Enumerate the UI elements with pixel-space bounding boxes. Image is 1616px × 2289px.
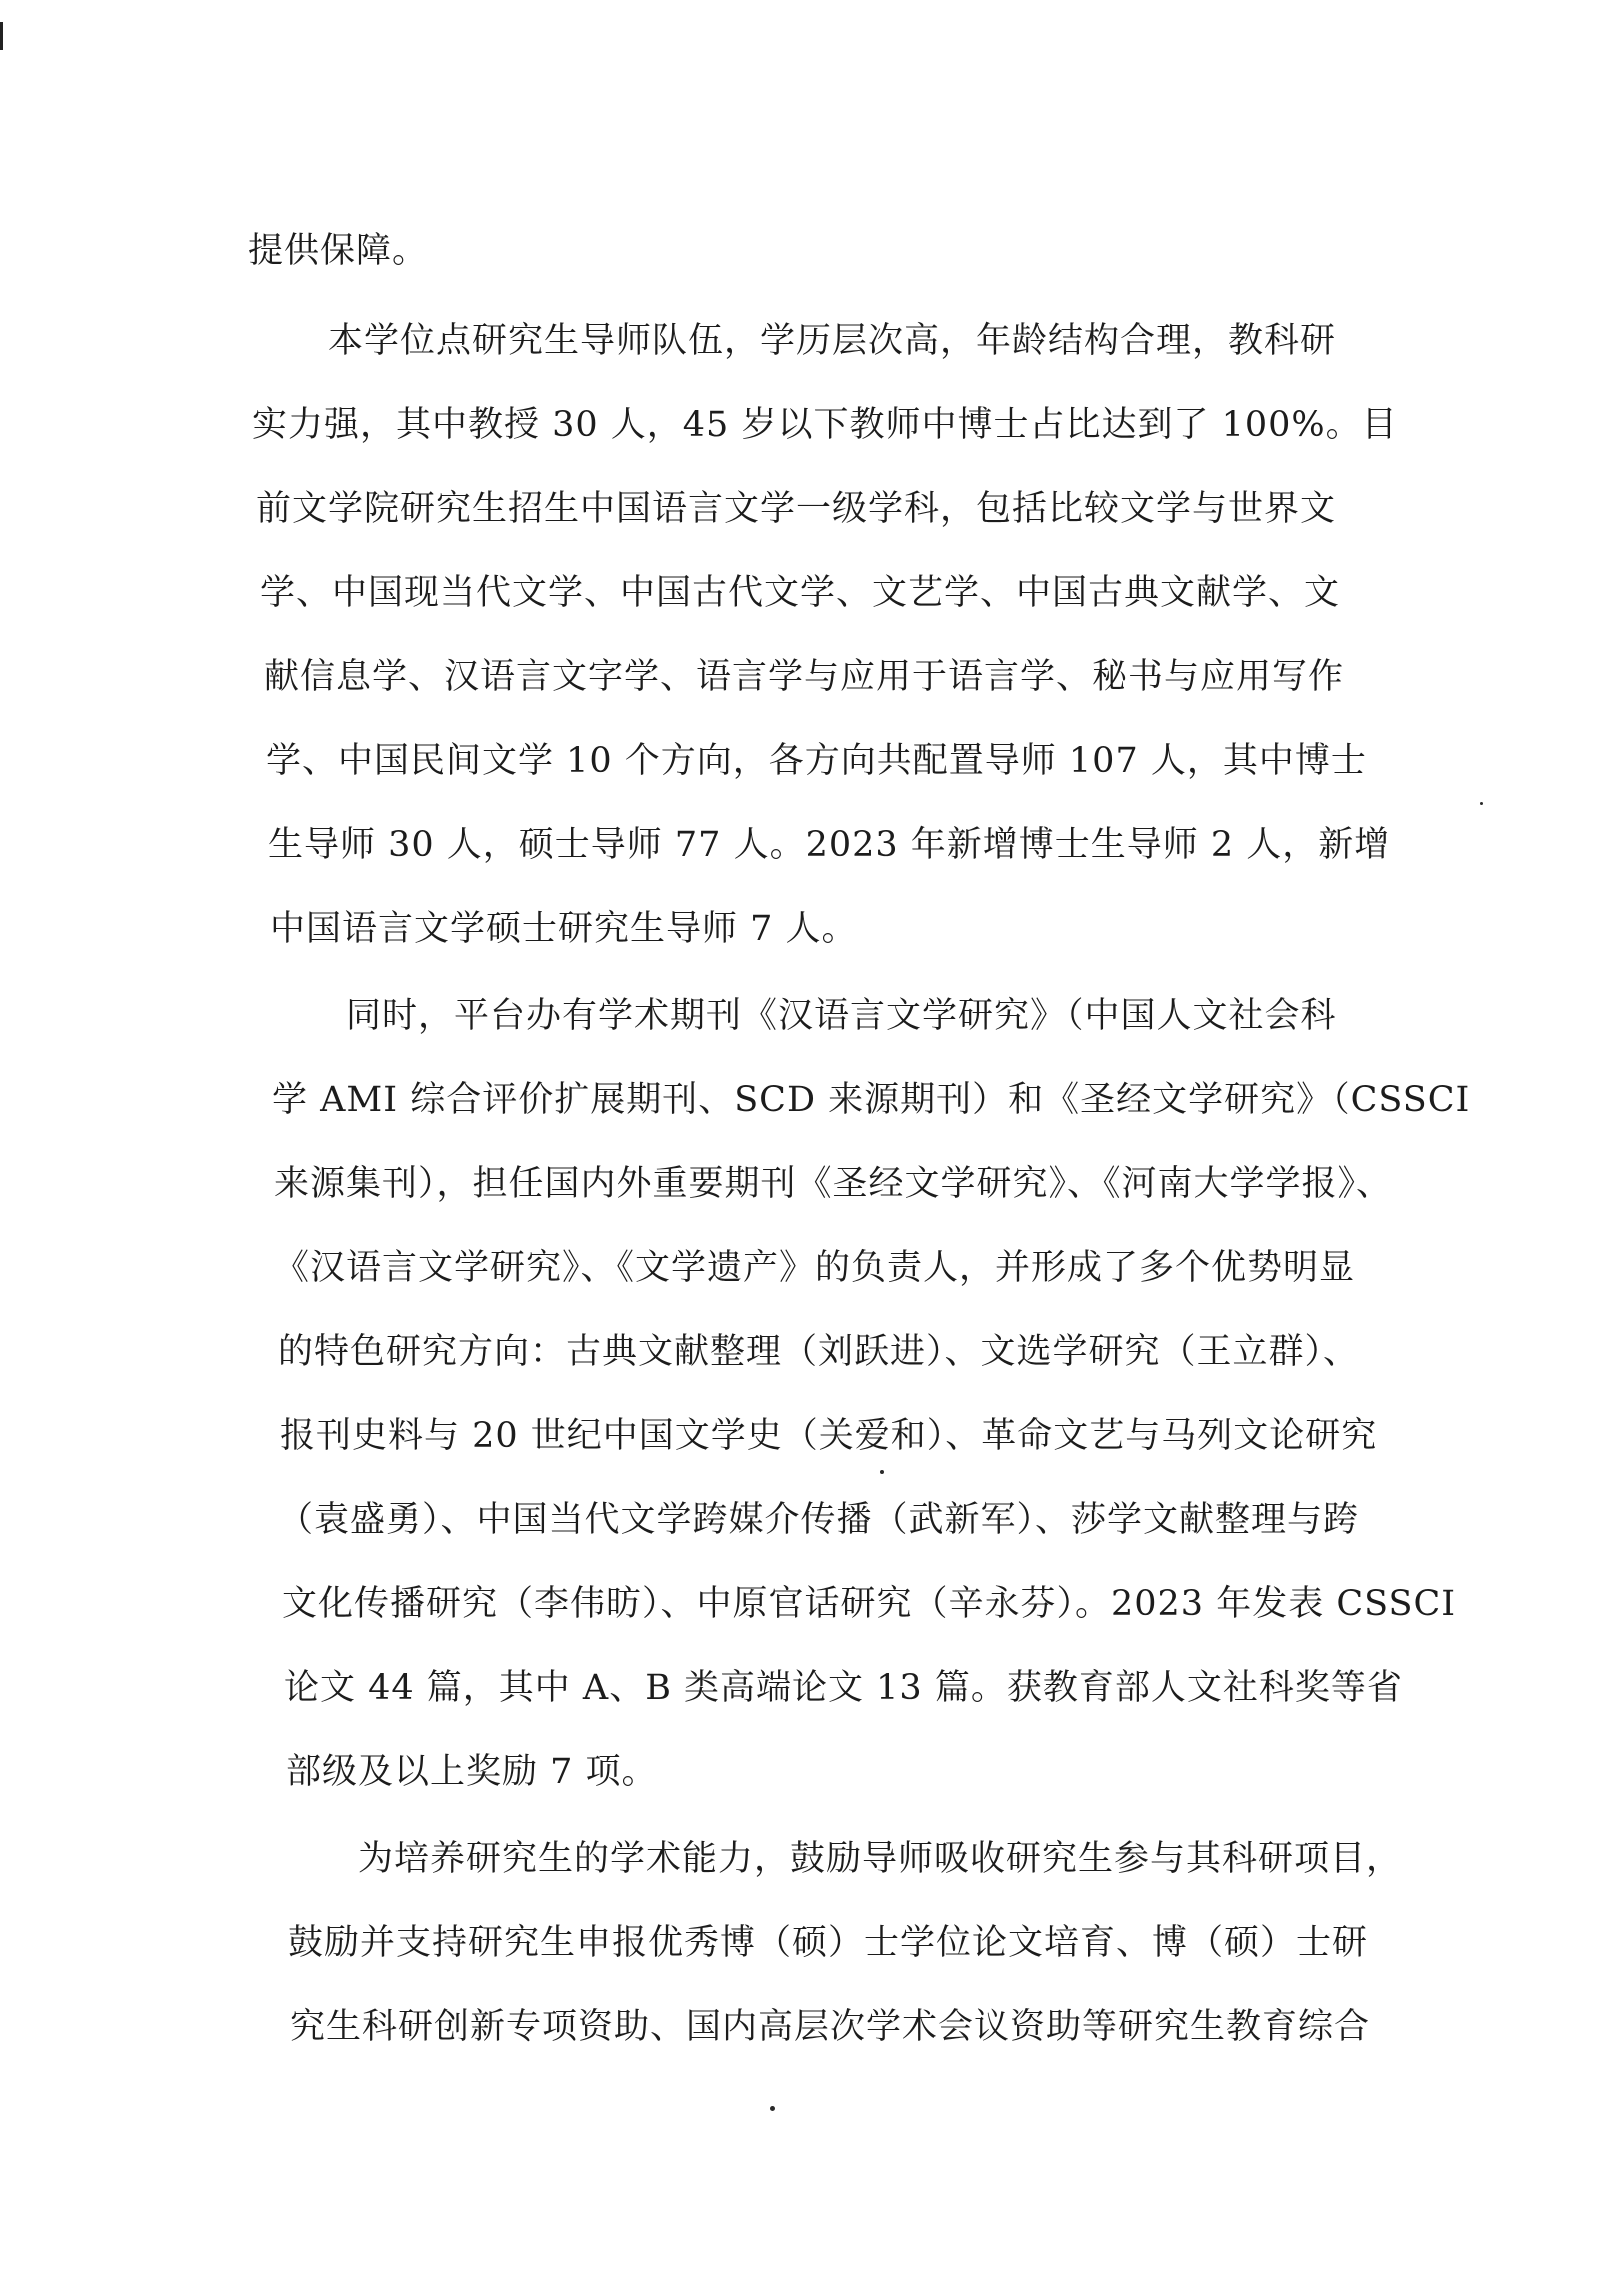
text-line: 学、中国现当代文学、中国古代文学、文艺学、中国古典文献学、文: [260, 573, 1341, 613]
scan-edge-mark: [0, 22, 3, 50]
text-line: 文化传播研究（李伟昉）、中原官话研究（辛永芬）。2023 年发表 CSSCI: [282, 1584, 1457, 1624]
text-line: 本学位点研究生导师队伍，学历层次高，年龄结构合理，教科研: [328, 321, 1337, 361]
text-line: 鼓励并支持研究生申报优秀博（硕）士学位论文培育、博（硕）士研: [288, 1923, 1369, 1963]
text-line: 为培养研究生的学术能力，鼓励导师吸收研究生参与其科研项目，: [358, 1839, 1403, 1879]
scan-speck: [770, 2106, 775, 2111]
text-line: 同时，平台办有学术期刊《汉语言文学研究》（中国人文社会科: [346, 996, 1337, 1036]
text-line: 报刊史料与 20 世纪中国文学史（关爱和）、革命文艺与马列文论研究: [280, 1416, 1378, 1456]
text-line: 提供保障。: [248, 231, 429, 271]
text-line: 学 AMI 综合评价扩展期刊、SCD 来源期刊）和《圣经文学研究》（CSSCI: [272, 1080, 1471, 1120]
text-line: （袁盛勇）、中国当代文学跨媒介传播（武新军）、莎学文献整理与跨: [278, 1500, 1360, 1540]
scan-speck: [880, 1470, 884, 1474]
text-line: 部级及以上奖励 7 项。: [286, 1752, 658, 1792]
text-line: 生导师 30 人，硕士导师 77 人。2023 年新增博士生导师 2 人，新增: [268, 825, 1391, 865]
text-line: 献信息学、汉语言文字学、语言学与应用于语言学、秘书与应用写作: [264, 657, 1345, 697]
text-line: 的特色研究方向：古典文献整理（刘跃进）、文选学研究（王立群）、: [278, 1332, 1360, 1372]
text-line: 学、中国民间文学 10 个方向，各方向共配置导师 107 人，其中博士: [266, 741, 1367, 781]
text-line: 前文学院研究生招生中国语言文学一级学科，包括比较文学与世界文: [256, 489, 1337, 529]
text-line: 实力强，其中教授 30 人，45 岁以下教师中博士占比达到了 100%。目: [252, 405, 1398, 445]
text-line: 中国语言文学硕士研究生导师 7 人。: [270, 909, 858, 949]
scan-speck: [1480, 802, 1483, 805]
text-line: 究生科研创新专项资助、国内高层次学术会议资助等研究生教育综合: [290, 2007, 1371, 2047]
text-line: 论文 44 篇，其中 A、B 类高端论文 13 篇。获教育部人文社科奖等省: [284, 1668, 1403, 1708]
text-line: 《汉语言文学研究》、《文学遗产》的负责人，并形成了多个优势明显: [274, 1248, 1356, 1288]
text-line: 来源集刊），担任国内外重要期刊《圣经文学研究》、《河南大学学报》、: [274, 1164, 1393, 1204]
